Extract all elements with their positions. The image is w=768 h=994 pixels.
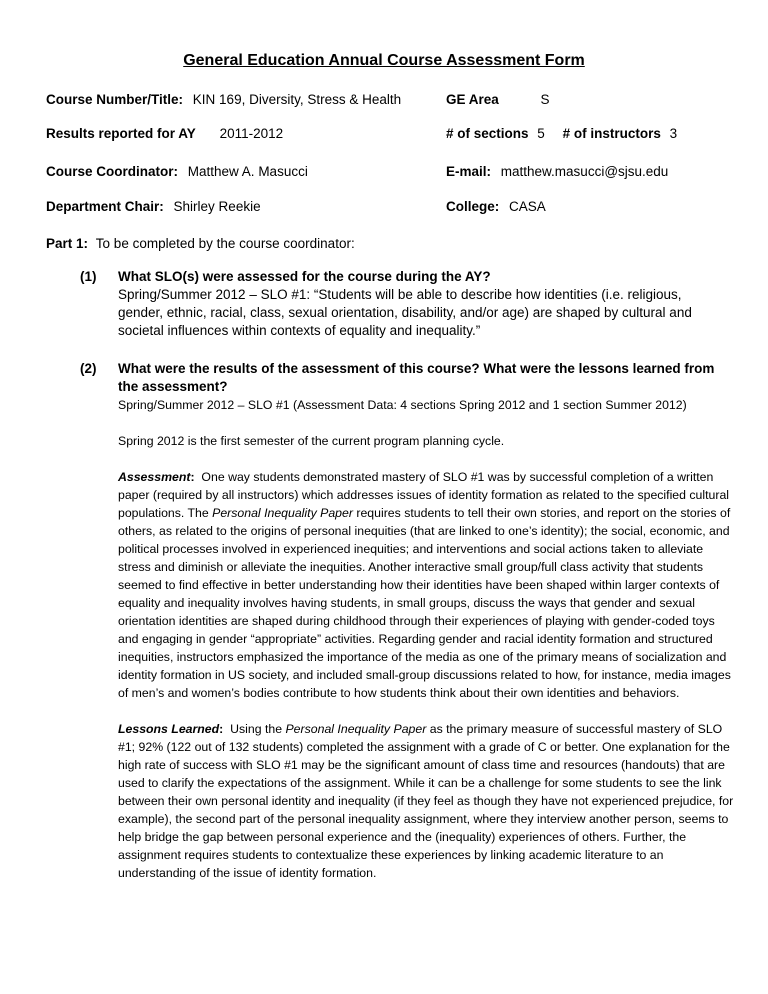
question-1-answer: Spring/Summer 2012 – SLO #1: “Students will be able to describe how identities (i.e. religious, gender, ethnic, racial, class, sexual orientation, disability, and/or age) are shaped by cultural and societal influences within contexts of equality and inequality.” xyxy=(118,287,692,338)
email-value: matthew.masucci@sjsu.edu xyxy=(500,164,669,179)
college-value: CASA xyxy=(509,199,546,214)
instructors-value: 3 xyxy=(669,126,678,141)
college-label: College: xyxy=(446,199,500,214)
question-2-number: (2) xyxy=(80,361,97,376)
coordinator-field xyxy=(46,164,308,179)
assessment-text-b: requires students to tell their own stories, and report on the stories of others, as related to the origins of personal inequities (that are linked to one’s identity); the social, economic, and political processes involved in experienced inequities; and interventions and social actions taken to alleviate stress and diminish or alleviate the inequities. Another interactive small group/full class activity that students seemed to find effective in better understanding how their identities have been shaped within larger contexts of equality and inequality involves having students, in small groups, discuss the ways that gender and sexual orientation identities are shaped during childhood through their experiences of playing with gender-coded toys and engaging in gender “appropriate” activities. Regarding gender and racial identity formation and structured inequities, instructors emphasized the importance of the media as one of the primary means of socialization and identity formation in US society, and included small-group discussions related to how, for instance, media images of men’s and women’s bodies contribute to how students think about their own identities and behaviors. xyxy=(118,506,731,700)
chair-field xyxy=(46,199,261,214)
form-title: General Education Annual Course Assessment Form xyxy=(183,52,585,69)
question-1-number: (1) xyxy=(80,269,97,284)
course-field xyxy=(46,92,401,107)
question-1 xyxy=(80,268,730,286)
email-label: E-mail: xyxy=(446,164,492,179)
question-2-answer xyxy=(118,396,738,882)
part1-heading xyxy=(46,236,355,251)
chair-label: Department Chair: xyxy=(46,199,164,214)
coordinator-value: Matthew A. Masucci xyxy=(187,164,308,179)
assessment-data-line: Spring/Summer 2012 – SLO #1 (Assessment Data: 4 sections Spring 2012 and 1 section Summer 2012) xyxy=(118,398,687,412)
lessons-label: Lessons Learned xyxy=(118,722,220,736)
assessment-label: Assessment xyxy=(118,470,191,484)
question-1-text: What SLO(s) were assessed for the course during the AY? xyxy=(118,269,491,284)
lessons-paper-title: Personal Inequality Paper xyxy=(285,722,427,736)
ay-label: Results reported for AY xyxy=(46,126,196,141)
sections-value: 5 xyxy=(537,126,545,141)
lessons-text-a: Using the xyxy=(230,722,286,736)
sections-label: # of sections xyxy=(446,126,529,141)
lessons-text-b: as the primary measure of successful mastery of SLO #1; 92% (122 out of 132 students) completed the assignment with a grade of C or better. One explanation for the high rate of success with SLO #1 may be the significant amount of class time and resources (handouts) that are used to clarify the expectations of the assignment. While it can be a challenge for some students to see the link between their own personal identity and inequality (if they feel as though they have not experienced prejudice, for example), the second part of the personal inequality assignment, where they interview another person, seems to help bridge the gap between personal experience and the (inequality) experiences of others. Further, the assignment requires students to contextualize these experiences by linking academic literature to an understanding of the issue of identity formation. xyxy=(118,722,734,880)
instructors-label: # of instructors xyxy=(562,126,661,141)
assessment-paragraph: Assessment: One way students demonstrated mastery of SLO #1 was by successful completion of a written paper (required by all instructors) which addresses issues of identity formation as related to the specified cultural populations. The Personal Inequality Paper requires students to tell their own stories, and report on the stories of others, as related to the origins of personal inequities (that are linked to one’s identity); the social, economic, and political processes involved in experienced inequities; and interventions and social actions taken to alleviate stress and diminish or alleviate the inequities. Another interactive small group/full class activity that students seemed to find effective in better understanding how their identities have been shaped within larger contexts of equality and inequality involves having students, in small groups, discuss the ways that gender and sexual orientation identities are shaped during childhood through their experiences of playing with gender-coded toys and engaging in gender “appropriate” activities. Regarding gender and racial identity formation and structured inequities, instructors emphasized the importance of the media as one of the primary means of socialization and identity formation in US society, and included small-group discussions related to how, for instance, media images of men’s and women’s bodies contribute to how students think about their own identities and behaviors. xyxy=(118,470,731,700)
ay-field xyxy=(46,126,283,141)
sections-field xyxy=(446,126,677,141)
college-field xyxy=(446,199,546,214)
planning-cycle-line: Spring 2012 is the first semester of the current program planning cycle. xyxy=(118,434,505,448)
course-label: Course Number/Title: xyxy=(46,92,184,107)
coordinator-label: Course Coordinator: xyxy=(46,164,179,179)
question-2-text: What were the results of the assessment of this course? What were the lessons learned from the assessment? xyxy=(118,361,715,394)
ge-area-field xyxy=(446,92,550,107)
paper-title: Personal Inequality Paper xyxy=(212,506,353,520)
assessment-text-a: One way students demonstrated mastery of SLO #1 was by successful completion of a written paper (required by all instructors) which addresses issues of identity formation as related to the specified cultural populations. The xyxy=(118,470,730,520)
ay-value: 2011-2012 xyxy=(219,126,284,141)
chair-value: Shirley Reekie xyxy=(173,199,261,214)
ge-area-label: GE Area xyxy=(446,92,499,107)
part1-text: To be completed by the course coordinator: xyxy=(95,236,355,251)
email-field xyxy=(446,164,668,179)
question-2 xyxy=(80,360,730,396)
course-value: KIN 169, Diversity, Stress & Health xyxy=(192,92,402,107)
part1-label: Part 1: xyxy=(46,236,89,251)
lessons-paragraph: Lessons Learned: Using the Personal Inequality Paper as the primary measure of successful mastery of SLO #1; 92% (122 out of 132 students) completed the assignment with a grade of C or better. One explanation for the high rate of success with SLO #1 may be the significant amount of class time and resources (handouts) that are used to clarify the expectations of the assignment. While it can be a challenge for some students to see the link between their own personal identity and inequality (if they feel as though they have not experienced prejudice, for example), the second part of the personal inequality assignment, where they interview another person, seems to help bridge the gap between personal experience and the (inequality) experiences of others. Further, the assignment requires students to contextualize these experiences by linking academic literature to an understanding of the issue of identity formation. xyxy=(118,722,734,880)
ge-area-value: S xyxy=(540,92,550,107)
